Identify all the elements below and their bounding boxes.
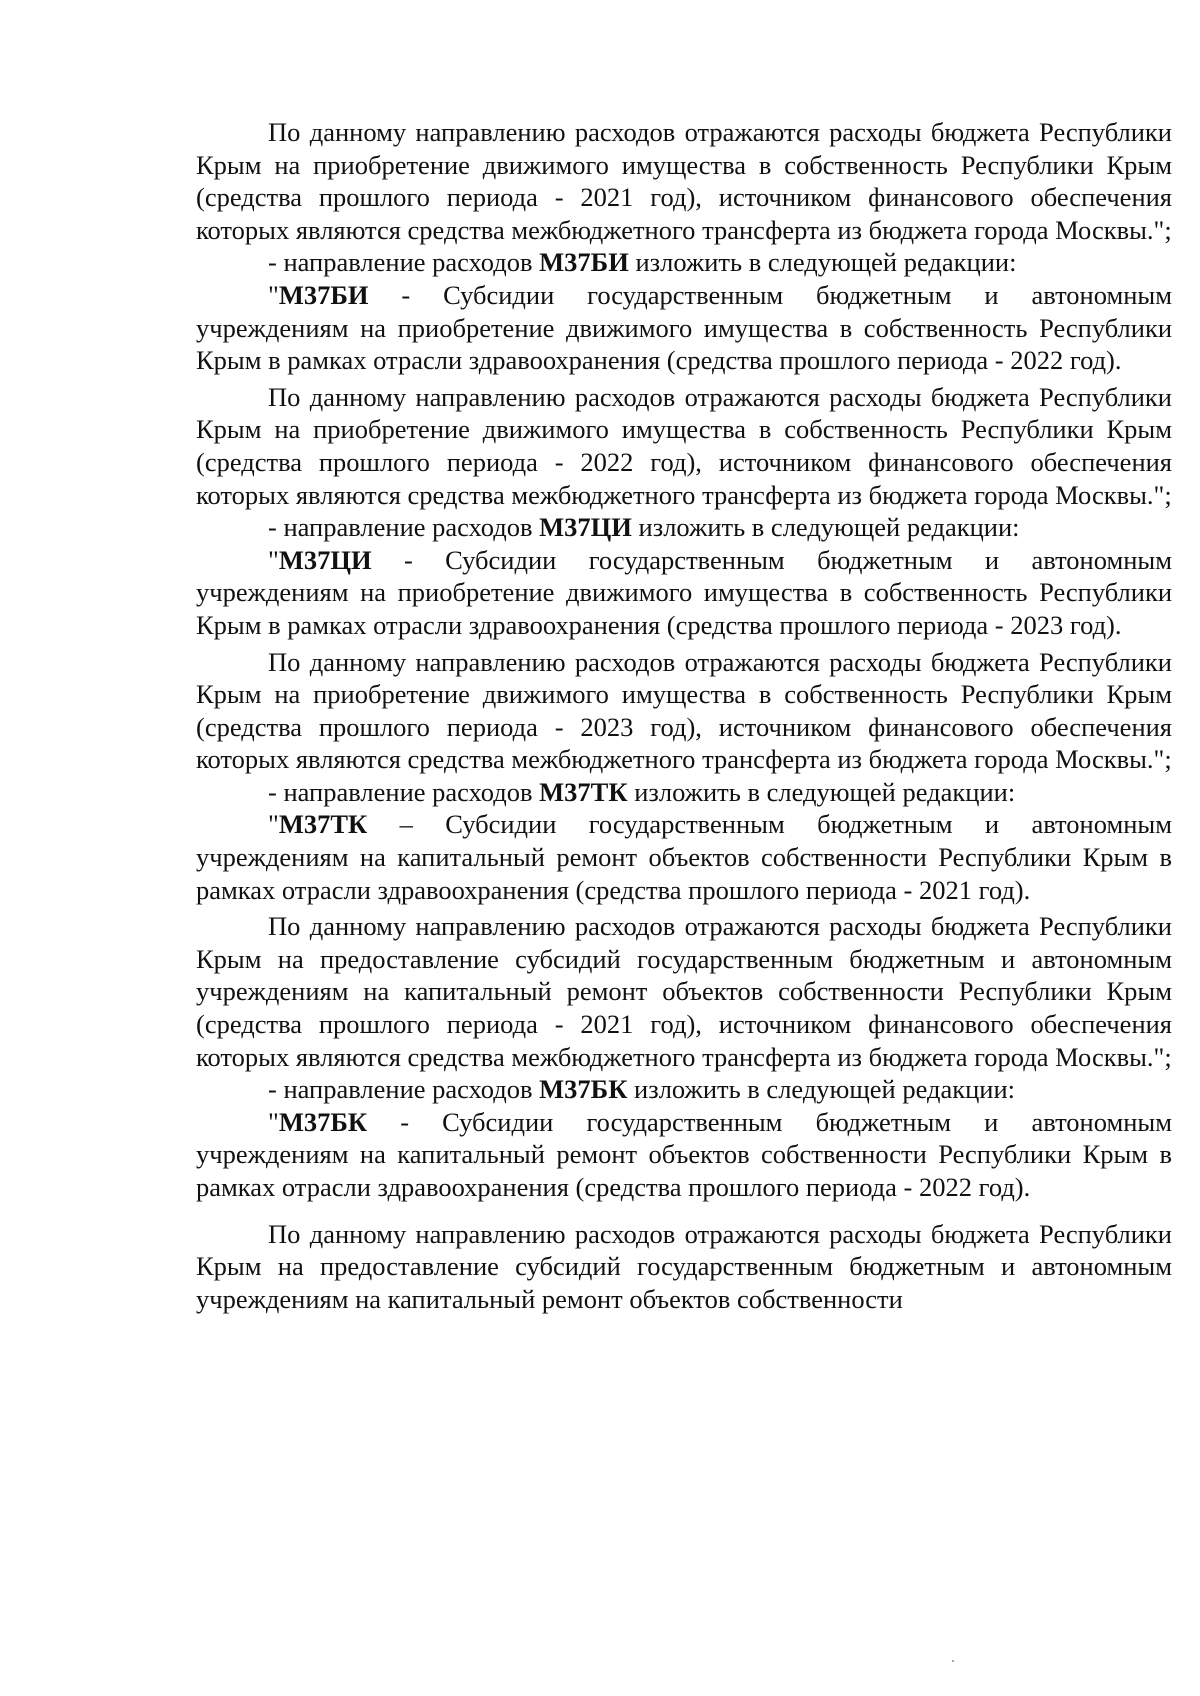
document-body [196, 116, 1172, 1315]
expense-code: М37БИ [539, 247, 629, 278]
paragraph-3: По данному направлению расходов отражаются расходы бюджета Республики Крым на приобретение движимого имущества в собственность Республики Крым (средства прошлого периода - 2022 год), источником финансового обеспечения которых являются средства межбюджетного трансферта из бюджета города Москвы."; [196, 381, 1173, 510]
expense-code: М37ТК [278, 809, 368, 840]
paragraph-instruction-m37tk: - направление расходов М37ТК изложить в следующей редакции: [268, 776, 1016, 807]
expense-code: М37ЦИ [539, 512, 632, 543]
expense-code: М37БК [278, 1106, 368, 1137]
paragraph-definition-m37bk: "М37БК - Субсидии государственным бюджетным и автономным учреждениям на капитальный ремонт объектов собственности Республики Крым в рамках отрасли здравоохранения (средства прошлого периода - 2022 год). [196, 1106, 1173, 1202]
expense-code: М37БК [539, 1074, 628, 1105]
paragraph-definition-m37tk: "М37ТК – Субсидии государственным бюджетным и автономным учреждениям на капитальный ремонт объектов собственности Республики Крым в рамках отрасли здравоохранения (средства прошлого периода - 2021 год). [196, 809, 1173, 905]
paragraph-9: По данному направлению расходов отражаются расходы бюджета Республики Крым на предоставление субсидий государственным бюджетным и автономным учреждениям на капитальный ремонт объектов собственности Республики Крым (средства прошлого периода - 2021 год), источником финансового обеспечения которых являются средства межбюджетного трансферта из бюджета города Москвы."; [196, 911, 1173, 1072]
expense-code: М37ТК [539, 776, 628, 807]
paragraph-definition-m37ci: "М37ЦИ - Субсидии государственным бюджетным и автономным учреждениям на приобретение движимого имущества в собственность Республики Крым в рамках отрасли здравоохранения (средства прошлого периода - 2023 год). [196, 544, 1173, 640]
paragraph-6: По данному направлению расходов отражаются расходы бюджета Республики Крым на приобретение движимого имущества в собственность Республики Крым (средства прошлого периода - 2023 год), источником финансового обеспечения которых являются средства межбюджетного трансферта из бюджета города Москвы."; [196, 646, 1173, 775]
paragraph-instruction-m37bk: - направление расходов М37БК изложить в следующей редакции: [268, 1074, 1016, 1105]
expense-code: М37БИ [278, 279, 369, 310]
paragraph-0: По данному направлению расходов отражаются расходы бюджета Республики Крым на приобретение движимого имущества в собственность Республики Крым (средства прошлого периода - 2021 год), источником финансового обеспечения которых являются средства межбюджетного трансферта из бюджета города Москвы."; [196, 117, 1173, 245]
paragraph-instruction-m37bi: - направление расходов М37БИ изложить в следующей редакции: [268, 247, 1017, 278]
scan-speck [952, 1660, 954, 1662]
paragraph-12: По данному направлению расходов отражаются расходы бюджета Республики Крым на предоставление субсидий государственным бюджетным и автономным учреждениям на капитальный ремонт объектов собственности [196, 1218, 1173, 1314]
paragraph-definition-m37bi: "М37БИ - Субсидии государственным бюджетным и автономным учреждениям на приобретение движимого имущества в собственность Республики Крым в рамках отрасли здравоохранения (средства прошлого периода - 2022 год). [196, 279, 1173, 376]
paragraph-instruction-m37ci: - направление расходов М37ЦИ изложить в следующей редакции: [268, 512, 1020, 543]
expense-code: М37ЦИ [278, 544, 372, 575]
